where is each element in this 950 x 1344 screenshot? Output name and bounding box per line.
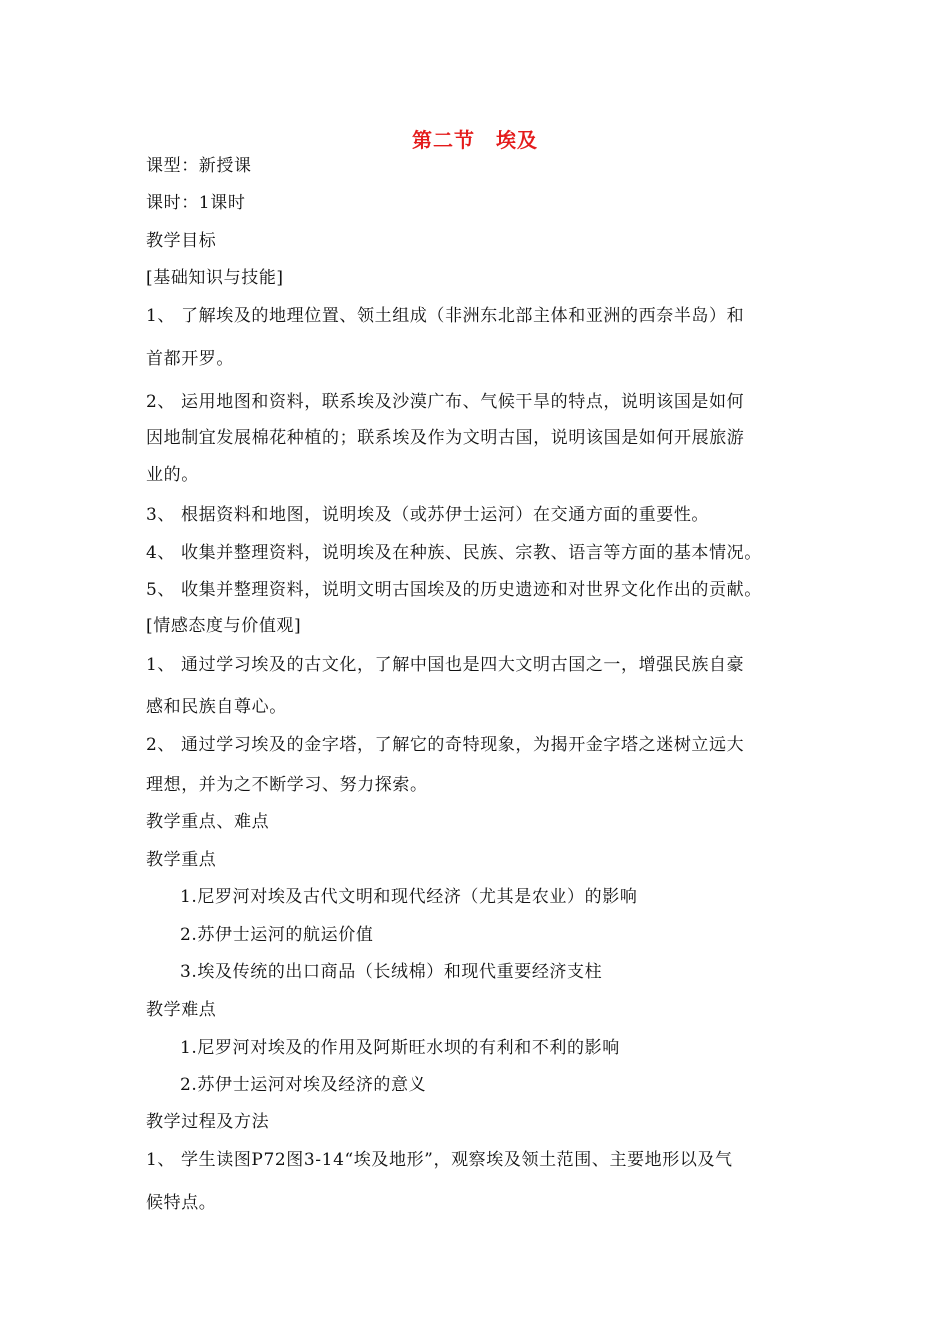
objective-1: 1、 了解埃及的地理位置、领土组成（非洲东北部主体和亚洲的西奈半岛）和	[146, 306, 745, 326]
page-title: 第二节 埃及	[412, 128, 538, 152]
process-step-1-cont: 候特点。	[146, 1193, 217, 1213]
objective-1-cont: 首都开罗。	[146, 349, 234, 369]
heading-key-points: 教学重点	[146, 850, 217, 870]
heading-difficult-points: 教学难点	[146, 1000, 217, 1020]
process-step-1: 1、 学生读图P72图3-14“埃及地形”，观察埃及领土范围、主要地形以及气	[146, 1150, 733, 1170]
lesson-hours: 课时：1课时	[146, 193, 246, 213]
difficult-point-1: 1.尼罗河对埃及的作用及阿斯旺水坝的有利和不利的影响	[180, 1038, 620, 1058]
key-point-1: 1.尼罗河对埃及古代文明和现代经济（尤其是农业）的影响	[180, 887, 638, 907]
objective-2-cont: 因地制宜发展棉花种植的；联系埃及作为文明古国，说明该国是如何开展旅游	[146, 428, 745, 448]
difficult-point-2: 2.苏伊士运河对埃及经济的意义	[180, 1075, 427, 1095]
section-heading-process: 教学过程及方法	[146, 1112, 270, 1132]
section-heading-objectives: 教学目标	[146, 231, 217, 251]
subheading-attitude-values: [情感态度与价值观]	[146, 616, 302, 636]
lesson-type: 课型：新授课	[146, 156, 252, 176]
objective-3: 3、 根据资料和地图，说明埃及（或苏伊士运河）在交通方面的重要性。	[146, 505, 710, 525]
objective-5: 5、 收集并整理资料，说明文明古国埃及的历史遗迹和对世界文化作出的贡献。	[146, 580, 762, 600]
attitude-1: 1、 通过学习埃及的古文化，了解中国也是四大文明古国之一，增强民族自豪	[146, 655, 745, 675]
objective-2-cont2: 业的。	[146, 465, 199, 485]
key-point-2: 2.苏伊士运河的航运价值	[180, 925, 374, 945]
attitude-1-cont: 感和民族自尊心。	[146, 697, 287, 717]
subheading-knowledge-skills: [基础知识与技能]	[146, 268, 284, 288]
attitude-2: 2、 通过学习埃及的金字塔，了解它的奇特现象，为揭开金字塔之迷树立远大	[146, 735, 745, 755]
objective-2: 2、 运用地图和资料，联系埃及沙漠广布、气候干旱的特点，说明该国是如何	[146, 392, 745, 412]
objective-4: 4、 收集并整理资料，说明埃及在种族、民族、宗教、语言等方面的基本情况。	[146, 543, 762, 563]
section-heading-key-difficult: 教学重点、难点	[146, 812, 270, 832]
key-point-3: 3.埃及传统的出口商品（长绒棉）和现代重要经济支柱	[180, 962, 603, 982]
attitude-2-cont: 理想，并为之不断学习、努力探索。	[146, 775, 428, 795]
